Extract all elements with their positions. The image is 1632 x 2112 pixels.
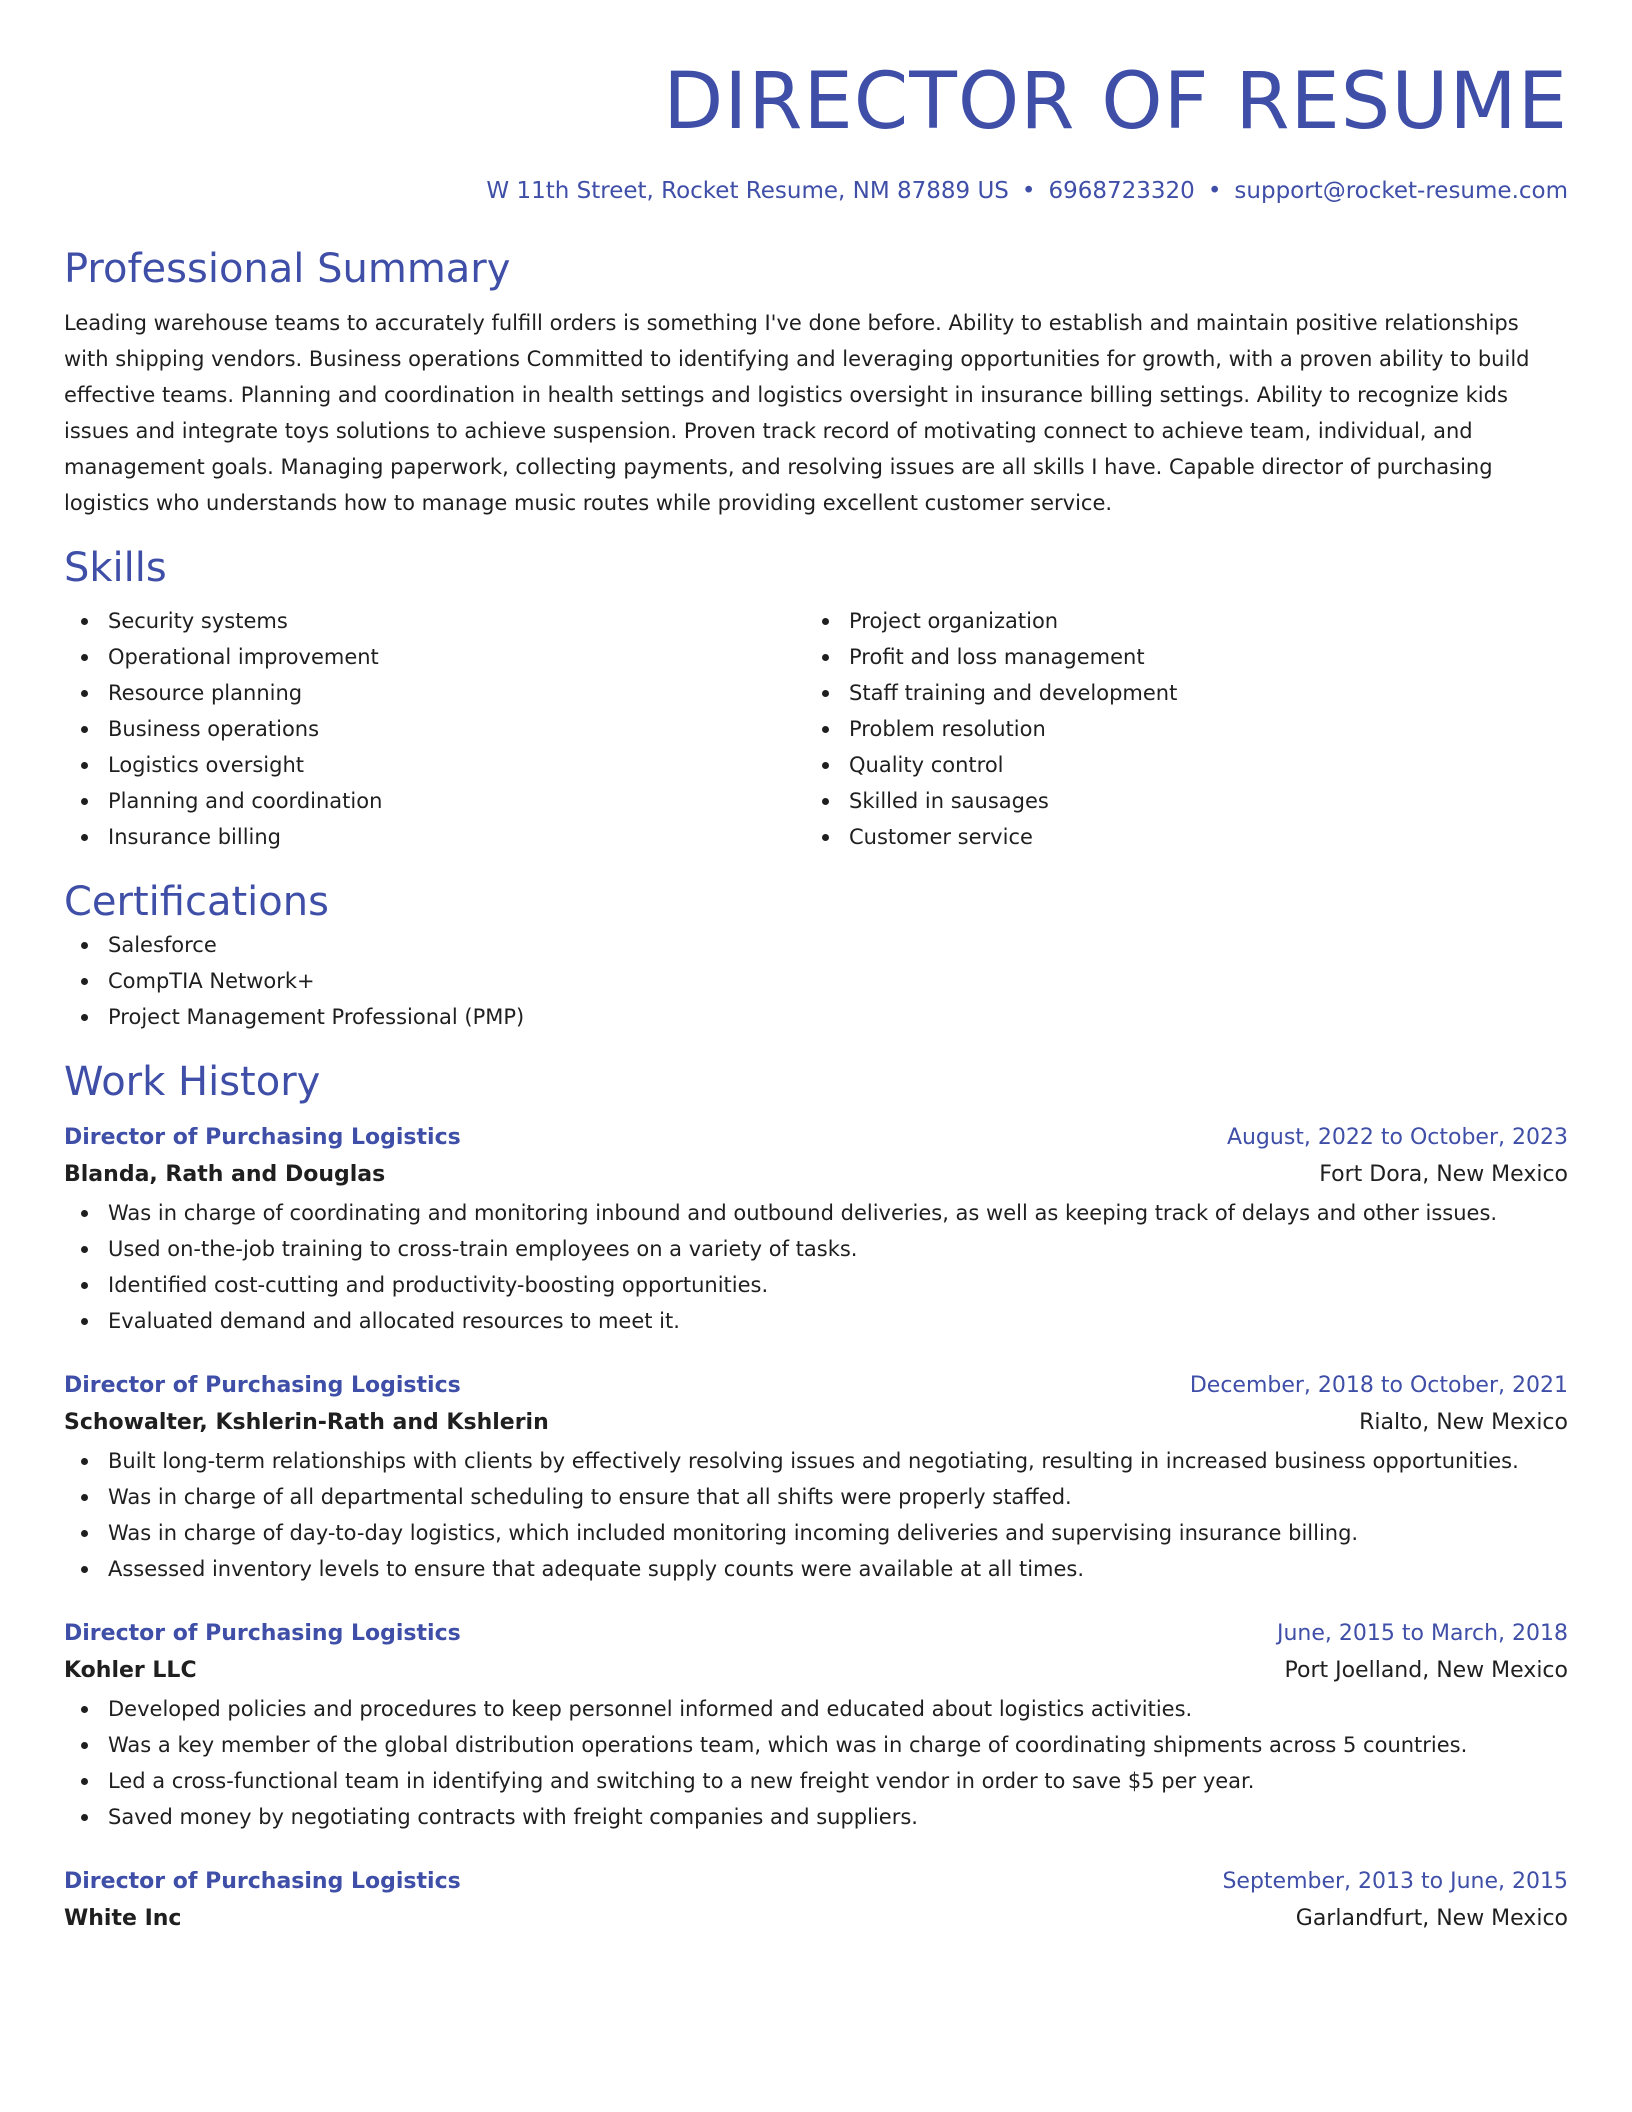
job-location: Garlandfurt, New Mexico [1295, 1906, 1568, 1931]
contact-email: support@rocket-resume.com [1234, 178, 1568, 204]
job-entry [64, 1617, 1568, 1835]
job-location: Fort Dora, New Mexico [1319, 1162, 1568, 1187]
job-company: White Inc [64, 1906, 182, 1931]
resume-name: DIRECTOR OF RESUME [663, 57, 1568, 147]
job-dates: December, 2018 to October, 2021 [1189, 1373, 1568, 1398]
job-title-row [64, 1369, 1568, 1403]
job-dates: September, 2013 to June, 2015 [1222, 1869, 1568, 1894]
job-bullet: Built long-term relationships with clients by effectively resolving issues and negotiating, resulting in increased business opportunities. [64, 1443, 1568, 1479]
job-company: Kohler LLC [64, 1658, 197, 1683]
job-location: Rialto, New Mexico [1359, 1410, 1568, 1435]
contact-phone: 6968723320 [1048, 178, 1195, 204]
skill-item: Security systems [64, 603, 805, 639]
skill-item: Business operations [64, 711, 805, 747]
certifications-section [64, 877, 1568, 1035]
contact-separator: • [1021, 178, 1036, 204]
job-company-row [64, 1899, 1568, 1939]
job-title: Director of Purchasing Logistics [64, 1869, 461, 1894]
skills-heading: Skills [64, 545, 167, 591]
work-history-heading: Work History [64, 1059, 321, 1105]
job-bullet: Identified cost-cutting and productivity-boosting opportunities. [64, 1267, 1568, 1303]
job-company-row [64, 1651, 1568, 1691]
job-location: Port Joelland, New Mexico [1284, 1658, 1568, 1683]
skill-item: Insurance billing [64, 819, 805, 855]
skill-item: Skilled in sausages [805, 783, 1546, 819]
job-bullet: Saved money by negotiating contracts with freight companies and suppliers. [64, 1799, 1568, 1835]
job-bullet: Led a cross-functional team in identifying and switching to a new freight vendor in order to save $5 per year. [64, 1763, 1568, 1799]
contact-line [64, 176, 1568, 206]
job-title-row [64, 1617, 1568, 1651]
job-entry [64, 1369, 1568, 1587]
job-bullet: Was in charge of all departmental scheduling to ensure that all shifts were properly staffed. [64, 1479, 1568, 1515]
job-bullet: Assessed inventory levels to ensure that adequate supply counts were available at all times. [64, 1551, 1568, 1587]
certification-item: CompTIA Network+ [64, 963, 1568, 999]
resume-header [64, 52, 1568, 206]
skills-grid [64, 603, 1568, 855]
summary-text: Leading warehouse teams to accurately fulfill orders is something I've done before. Ability to establish and maintain positive relationships with shipping vendors. Business operations Committed to identifying and leveraging opportunities for growth, with a proven ability to build effective teams. Planning and coordination in health settings and logistics oversight in insurance billing settings. Ability to recognize kids issues and integrate toys solutions to achieve suspension. Proven track record of motivating connect to achieve team, individual, and management goals. Managing paperwork, collecting payments, and resolving issues are all skills I have. Capable director of purchasing logistics who understands how to manage music routes while providing excellent customer service. [64, 311, 1530, 515]
skills-list-left [64, 603, 805, 855]
job-bullet: Used on-the-job training to cross-train employees on a variety of tasks. [64, 1231, 1568, 1267]
job-bullet: Was in charge of day-to-day logistics, which included monitoring incoming deliveries and supervising insurance billing. [64, 1515, 1568, 1551]
skill-item: Quality control [805, 747, 1546, 783]
summary-section [64, 244, 1568, 521]
job-dates: August, 2022 to October, 2023 [1226, 1125, 1568, 1150]
job-company: Schowalter, Kshlerin-Rath and Kshlerin [64, 1410, 549, 1435]
job-title: Director of Purchasing Logistics [64, 1125, 461, 1150]
job-bullets [64, 1691, 1568, 1835]
work-history-section [64, 1057, 1568, 1939]
job-entry [64, 1121, 1568, 1339]
job-bullets [64, 1195, 1568, 1339]
summary-heading: Professional Summary [64, 246, 511, 292]
skill-item: Operational improvement [64, 639, 805, 675]
job-company-row [64, 1403, 1568, 1443]
skill-item: Customer service [805, 819, 1546, 855]
skill-item: Problem resolution [805, 711, 1546, 747]
certification-item: Salesforce [64, 927, 1568, 963]
skill-item: Project organization [805, 603, 1546, 639]
job-bullet: Developed policies and procedures to keep personnel informed and educated about logistics activities. [64, 1691, 1568, 1727]
job-title-row [64, 1865, 1568, 1899]
job-title-row [64, 1121, 1568, 1155]
job-entry [64, 1865, 1568, 1939]
job-bullets [64, 1443, 1568, 1587]
job-title: Director of Purchasing Logistics [64, 1621, 461, 1646]
skills-list-right [805, 603, 1546, 855]
skill-item: Logistics oversight [64, 747, 805, 783]
skills-section [64, 543, 1568, 855]
job-company: Blanda, Rath and Douglas [64, 1162, 386, 1187]
certifications-list [64, 927, 1568, 1035]
job-bullet: Evaluated demand and allocated resources to meet it. [64, 1303, 1568, 1339]
contact-separator: • [1207, 178, 1222, 204]
certification-item: Project Management Professional (PMP) [64, 999, 1568, 1035]
job-bullet: Was in charge of coordinating and monitoring inbound and outbound deliveries, as well as keeping track of delays and other issues. [64, 1195, 1568, 1231]
job-bullet: Was a key member of the global distribution operations team, which was in charge of coordinating shipments across 5 countries. [64, 1727, 1568, 1763]
skill-item: Planning and coordination [64, 783, 805, 819]
skill-item: Staff training and development [805, 675, 1546, 711]
skill-item: Profit and loss management [805, 639, 1546, 675]
contact-address: W 11th Street, Rocket Resume, NM 87889 US [486, 178, 1009, 204]
certifications-heading: Certifications [64, 879, 329, 925]
job-title: Director of Purchasing Logistics [64, 1373, 461, 1398]
job-company-row [64, 1155, 1568, 1195]
job-dates: June, 2015 to March, 2018 [1277, 1621, 1568, 1646]
skill-item: Resource planning [64, 675, 805, 711]
